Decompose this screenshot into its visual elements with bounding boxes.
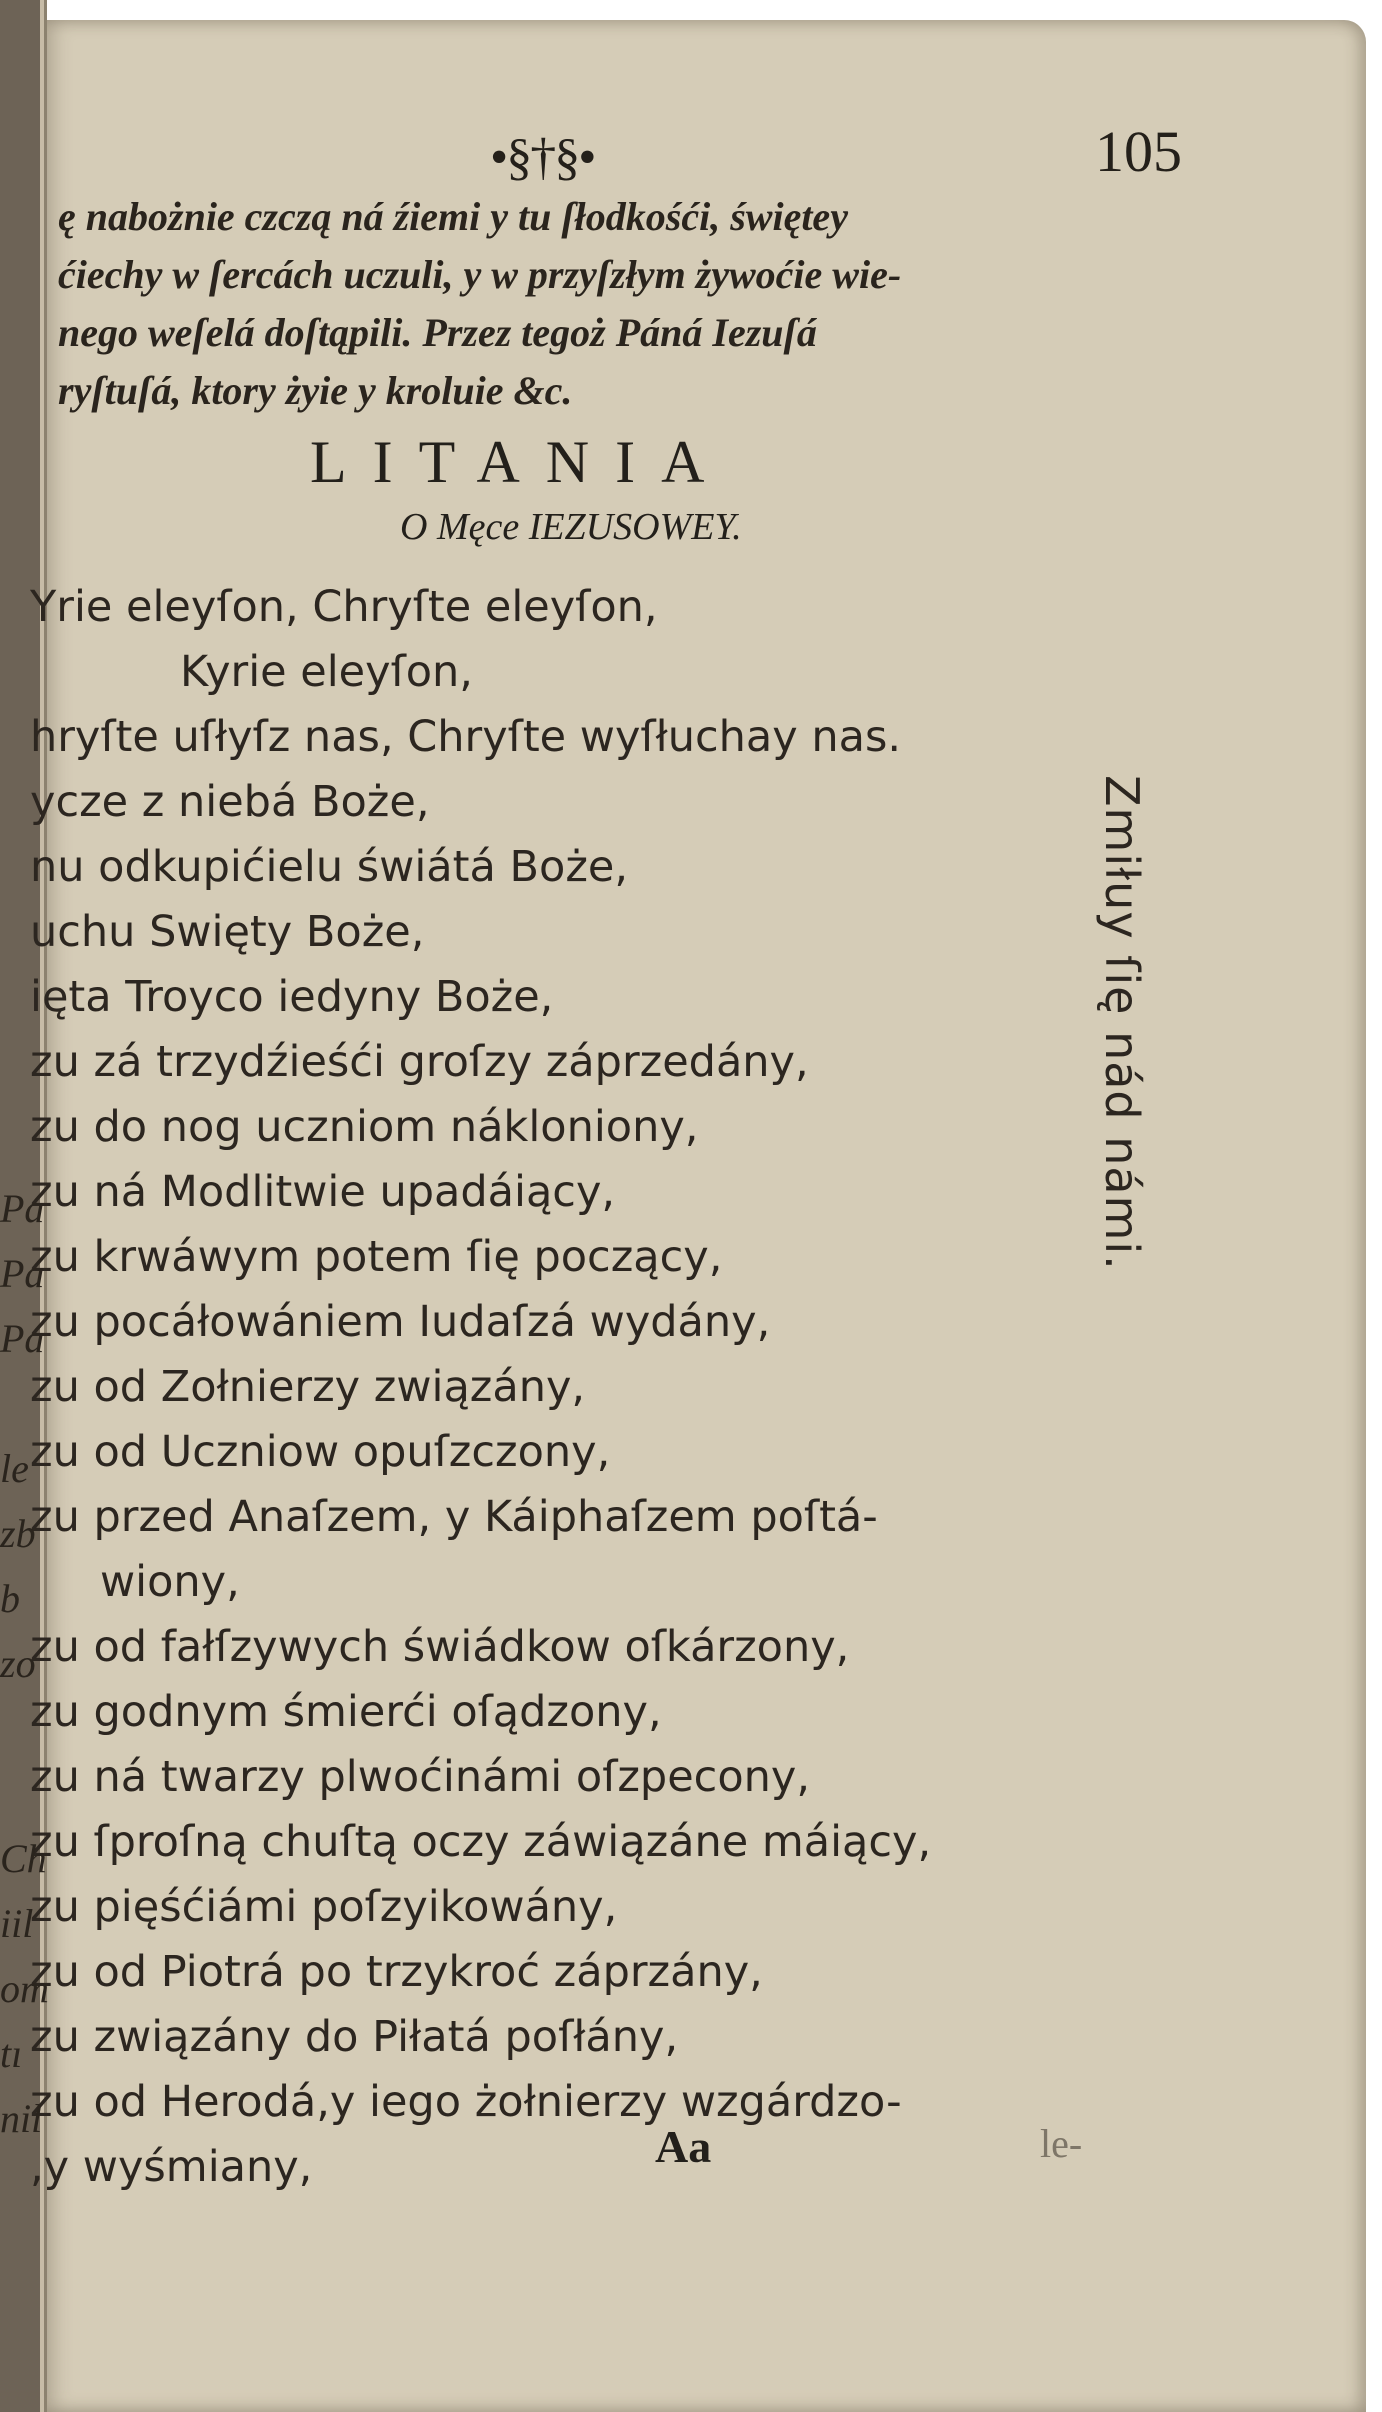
- litany-line: zu krwáwym potem ſię poczący,: [30, 1232, 723, 1282]
- litany-line: zu zá trzydźieśći groſzy záprzedány,: [30, 1037, 809, 1087]
- litany-line: Kyrie eleyſon,: [180, 647, 473, 697]
- litany-line: zu do nog uczniom nákloniony,: [30, 1102, 699, 1152]
- catchword: le-: [1040, 2121, 1083, 2166]
- litany-line: zu związány do Piłatá poſłány,: [30, 2012, 679, 2062]
- signature-mark: Aa: [655, 2121, 712, 2172]
- margin-fragment: om: [0, 1966, 49, 2011]
- litany-line: ięta Troyco iedyny Boże,: [30, 972, 554, 1022]
- litany-line: zu pięśćiámi poſzyikowány,: [30, 1882, 618, 1932]
- litany-line: hryſte uſłyſz nas, Chryſte wyſłuchay nas.: [30, 712, 902, 762]
- litany-body: [30, 575, 1130, 2200]
- litany-line: zu od Herodá,y iego żołnierzy wzgárdzo-: [30, 2077, 902, 2127]
- litany-line: zu przed Anaſzem, y Káiphaſzem poſtá-: [30, 1492, 878, 1542]
- litany-line: uchu Swięty Boże,: [30, 907, 425, 957]
- litany-title: LITANIA: [310, 429, 731, 495]
- page-number: 105: [1095, 119, 1182, 184]
- margin-fragment: Ch: [0, 1836, 47, 1881]
- margin-fragment: Pá: [0, 1186, 45, 1231]
- margin-fragment: Pá: [0, 1316, 45, 1361]
- margin-fragment: zb: [0, 1511, 36, 1556]
- litany-line: zu od Zołnierzy związány,: [30, 1362, 586, 1412]
- margin-fragment: zo: [0, 1641, 36, 1686]
- litany-line: zu ná twarzy plwoćinámi oſzpecony,: [30, 1752, 811, 1802]
- litany-line: nu odkupićielu świátá Boże,: [30, 842, 629, 892]
- margin-fragment: nil: [0, 2096, 43, 2141]
- litany-line: Yrie eleyſon, Chryſte eleyſon,: [30, 582, 658, 632]
- margin-fragment: iil: [0, 1901, 34, 1946]
- litany-response: Zmiłuy ſię nád námi.: [1095, 775, 1149, 1271]
- prayer-line: nego weſelá doſtąpili. Przez tegoż Páná Iezuſá: [58, 310, 817, 355]
- margin-fragment: tı: [0, 2031, 23, 2076]
- litany-line: wiony,: [100, 1557, 240, 1607]
- litany-line: zu ná Modlitwie upadáiący,: [30, 1167, 616, 1217]
- litany-line: zu ſproſną chuſtą oczy záwiązáne máiący,: [30, 1817, 932, 1867]
- margin-fragment: le: [0, 1446, 29, 1491]
- litany-line: zu od fałſzywych świádkow oſkárzony,: [30, 1622, 850, 1672]
- litany-line: zu od Uczniow opuſzczony,: [30, 1427, 611, 1477]
- litany-subtitle: O Męce IEZUSOWEY.: [400, 506, 742, 548]
- header-ornament: •§†§•: [490, 129, 595, 186]
- prayer-line: ryſtuſá, ktory żyie y kroluie &c.: [58, 368, 573, 413]
- litany-line: zu od Piotrá po trzykroć záprzány,: [30, 1947, 763, 1997]
- margin-fragment: Pá: [0, 1251, 45, 1296]
- litany-line: zu godnym śmierći oſądzony,: [30, 1687, 662, 1737]
- prayer-line: ę nabożnie czczą ná źiemi y tu ſłodkośći, świętey: [58, 194, 848, 239]
- litany-line: ,y wyśmiany,: [30, 2142, 313, 2192]
- litany-line: ycze z niebá Boże,: [30, 777, 430, 827]
- litany-line: zu pocáłowániem Iudaſzá wydány,: [30, 1297, 771, 1347]
- prayer-text: [56, 188, 1236, 420]
- prayer-line: ćiechy w ſercách uczuli, y w przyſzłym żywoćie wie-: [58, 252, 902, 297]
- margin-fragment: b: [0, 1576, 20, 1621]
